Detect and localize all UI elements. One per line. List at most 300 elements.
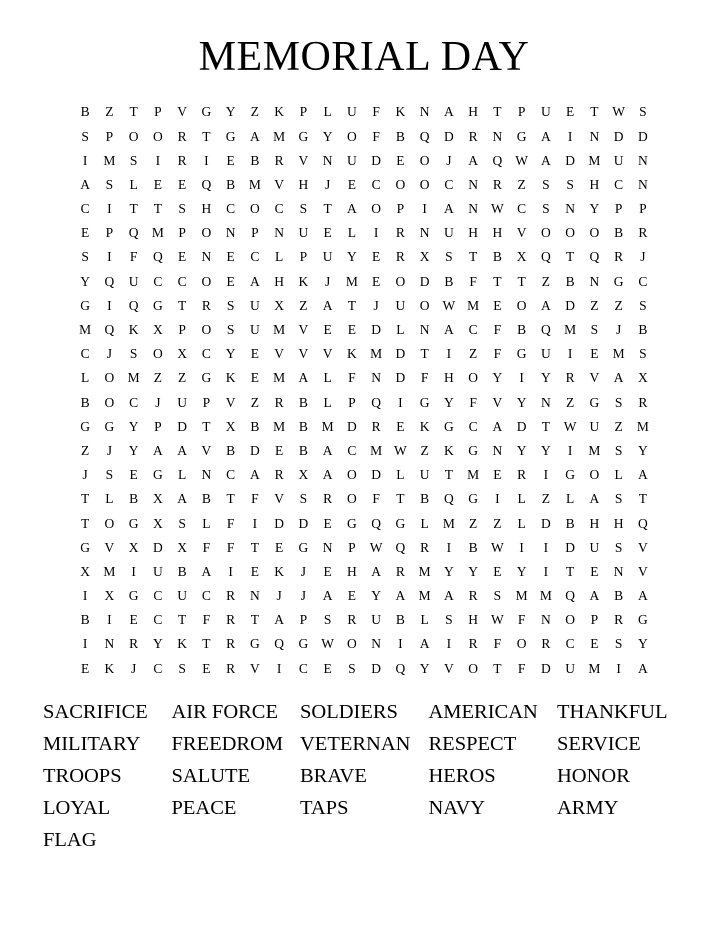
grid-letter[interactable]: O (468, 370, 478, 386)
grid-letter[interactable]: E (202, 660, 211, 676)
grid-letter[interactable]: V (638, 539, 648, 555)
grid-letter[interactable]: N (613, 563, 624, 579)
grid-letter[interactable]: S (105, 176, 114, 192)
grid-letter[interactable]: D (274, 515, 284, 531)
grid-letter[interactable]: N (419, 225, 430, 241)
grid-letter[interactable]: Y (638, 636, 648, 652)
grid-letter[interactable]: W (321, 636, 334, 652)
grid-letter[interactable]: V (322, 346, 333, 362)
grid-letter[interactable]: G (80, 418, 90, 434)
grid-letter[interactable]: R (614, 612, 624, 628)
grid-letter[interactable]: N (589, 128, 600, 144)
grid-letter[interactable]: U (541, 346, 551, 362)
grid-letter[interactable]: P (348, 394, 356, 410)
grid-letter[interactable]: I (567, 128, 573, 144)
grid-letter[interactable]: B (226, 176, 236, 192)
grid-letter[interactable]: I (543, 467, 549, 483)
grid-letter[interactable]: S (614, 394, 623, 410)
grid-letter[interactable]: Z (590, 297, 599, 313)
grid-letter[interactable]: I (543, 539, 549, 555)
grid-letter[interactable]: A (638, 588, 648, 604)
grid-letter[interactable]: L (275, 249, 284, 265)
grid-letter[interactable]: X (177, 539, 187, 555)
grid-letter[interactable]: F (517, 612, 526, 628)
grid-letter[interactable]: O (371, 201, 381, 217)
grid-letter[interactable]: I (204, 152, 209, 168)
grid-letter[interactable]: H (274, 273, 284, 289)
grid-letter[interactable]: M (564, 322, 577, 338)
grid-letter[interactable]: L (396, 467, 405, 483)
grid-letter[interactable]: Y (225, 104, 236, 120)
grid-letter[interactable]: S (348, 660, 356, 676)
grid-letter[interactable]: P (299, 104, 308, 120)
grid-letter[interactable]: F (372, 491, 380, 507)
grid-letter[interactable]: A (541, 297, 551, 313)
grid-letter[interactable]: F (348, 370, 356, 386)
grid-letter[interactable]: V (298, 346, 309, 362)
grid-letter[interactable]: D (565, 539, 575, 555)
grid-letter[interactable]: G (250, 636, 260, 652)
grid-letter[interactable]: O (516, 636, 527, 652)
grid-letter[interactable]: I (519, 370, 524, 386)
grid-letter[interactable]: C (201, 346, 211, 362)
grid-letter[interactable]: E (493, 297, 502, 313)
grid-letter[interactable]: X (128, 539, 139, 555)
grid-letter[interactable]: O (589, 467, 600, 483)
grid-letter[interactable]: J (106, 442, 112, 458)
grid-letter[interactable]: A (444, 201, 454, 217)
grid-letter[interactable]: N (541, 612, 551, 628)
grid-letter[interactable]: C (129, 394, 139, 410)
grid-letter[interactable]: Z (153, 370, 162, 386)
grid-letter[interactable]: P (178, 322, 186, 338)
grid-letter[interactable]: X (225, 418, 236, 434)
grid-letter[interactable]: R (614, 249, 624, 265)
grid-letter[interactable]: F (202, 539, 211, 555)
grid-letter[interactable]: C (371, 176, 381, 192)
grid-letter[interactable]: C (468, 418, 478, 434)
grid-letter[interactable]: P (251, 225, 259, 241)
grid-letter[interactable]: I (131, 563, 136, 579)
grid-letter[interactable]: M (515, 588, 528, 604)
grid-letter[interactable]: Z (469, 346, 478, 362)
grid-letter[interactable]: S (299, 201, 308, 217)
grid-letter[interactable]: Q (492, 152, 503, 168)
grid-letter[interactable]: M (127, 370, 140, 386)
grid-letter[interactable]: U (613, 152, 624, 168)
grid-letter[interactable]: V (250, 660, 260, 676)
grid-letter[interactable]: T (202, 636, 211, 652)
grid-letter[interactable]: F (469, 273, 477, 289)
grid-letter[interactable]: O (516, 297, 527, 313)
grid-letter[interactable]: P (299, 612, 308, 628)
grid-letter[interactable]: E (590, 346, 599, 362)
grid-letter[interactable]: Y (541, 370, 551, 386)
grid-letter[interactable]: T (153, 201, 162, 217)
grid-letter[interactable]: E (250, 346, 259, 362)
grid-letter[interactable]: V (201, 442, 212, 458)
grid-letter[interactable]: H (468, 612, 478, 628)
grid-letter[interactable]: M (321, 418, 334, 434)
grid-letter[interactable]: S (226, 322, 235, 338)
grid-letter[interactable]: G (104, 418, 115, 434)
grid-letter[interactable]: S (614, 539, 623, 555)
grid-letter[interactable]: Y (322, 128, 333, 144)
grid-letter[interactable]: T (541, 418, 550, 434)
grid-letter[interactable]: R (177, 128, 187, 144)
grid-letter[interactable]: P (348, 539, 356, 555)
grid-letter[interactable]: R (274, 152, 284, 168)
grid-letter[interactable]: J (373, 297, 379, 313)
grid-letter[interactable]: B (298, 442, 308, 458)
grid-letter[interactable]: R (201, 297, 211, 313)
grid-letter[interactable]: O (250, 201, 260, 217)
grid-letter[interactable]: O (347, 467, 357, 483)
grid-letter[interactable]: U (128, 273, 139, 289)
grid-letter[interactable]: T (493, 660, 502, 676)
grid-letter[interactable]: T (444, 467, 453, 483)
grid-letter[interactable]: L (178, 467, 187, 483)
grid-letter[interactable]: Y (541, 442, 551, 458)
grid-letter[interactable]: I (567, 346, 573, 362)
grid-letter[interactable]: I (82, 636, 88, 652)
grid-letter[interactable]: Y (468, 563, 478, 579)
grid-letter[interactable]: J (615, 322, 622, 338)
grid-letter[interactable]: T (517, 273, 526, 289)
grid-letter[interactable]: F (129, 249, 138, 265)
grid-letter[interactable]: E (372, 273, 381, 289)
grid-letter[interactable]: H (444, 370, 454, 386)
grid-letter[interactable]: R (323, 491, 333, 507)
grid-letter[interactable]: H (613, 515, 624, 531)
grid-letter[interactable]: N (104, 636, 115, 652)
grid-letter[interactable]: M (370, 346, 383, 362)
grid-letter[interactable]: G (128, 515, 139, 531)
grid-letter[interactable]: N (492, 128, 503, 144)
grid-letter[interactable]: C (614, 176, 624, 192)
grid-letter[interactable]: G (298, 636, 309, 652)
grid-letter[interactable]: R (274, 467, 284, 483)
grid-letter[interactable]: C (638, 273, 648, 289)
grid-letter[interactable]: N (371, 636, 381, 652)
grid-letter[interactable]: O (153, 128, 163, 144)
grid-letter[interactable]: C (177, 273, 187, 289)
grid-letter[interactable]: I (107, 612, 112, 628)
grid-letter[interactable]: F (493, 636, 502, 652)
grid-letter[interactable]: K (274, 563, 284, 579)
grid-letter[interactable]: Y (516, 442, 527, 458)
grid-letter[interactable]: L (614, 467, 623, 483)
grid-letter[interactable]: D (177, 418, 187, 434)
grid-letter[interactable]: N (468, 201, 478, 217)
grid-letter[interactable]: P (105, 128, 114, 144)
grid-letter[interactable]: L (105, 491, 114, 507)
grid-letter[interactable]: R (226, 660, 236, 676)
grid-letter[interactable]: Y (444, 563, 454, 579)
grid-letter[interactable]: H (492, 225, 503, 241)
grid-letter[interactable]: S (299, 491, 308, 507)
grid-letter[interactable]: U (395, 297, 406, 313)
grid-letter[interactable]: T (178, 612, 187, 628)
grid-letter[interactable]: T (396, 491, 405, 507)
grid-letter[interactable]: H (468, 225, 478, 241)
grid-letter[interactable]: I (373, 225, 379, 241)
grid-letter[interactable]: H (201, 201, 212, 217)
grid-letter[interactable]: O (153, 346, 163, 362)
grid-letter[interactable]: D (565, 297, 575, 313)
grid-letter[interactable]: O (201, 322, 212, 338)
grid-letter[interactable]: R (177, 152, 187, 168)
grid-letter[interactable]: K (444, 442, 454, 458)
grid-letter[interactable]: B (565, 515, 575, 531)
grid-letter[interactable]: V (444, 660, 454, 676)
grid-letter[interactable]: N (468, 176, 478, 192)
grid-letter[interactable]: A (638, 467, 648, 483)
grid-letter[interactable]: J (276, 588, 282, 604)
grid-letter[interactable]: T (81, 491, 90, 507)
grid-letter[interactable]: E (590, 563, 599, 579)
grid-letter[interactable]: T (347, 297, 356, 313)
grid-letter[interactable]: G (128, 588, 139, 604)
grid-letter[interactable]: Z (541, 273, 550, 289)
grid-letter[interactable]: C (153, 612, 163, 628)
grid-letter[interactable]: J (300, 588, 306, 604)
grid-letter[interactable]: B (638, 322, 648, 338)
grid-letter[interactable]: I (446, 346, 452, 362)
grid-letter[interactable]: Y (128, 442, 139, 458)
grid-letter[interactable]: O (419, 297, 430, 313)
grid-letter[interactable]: E (81, 660, 90, 676)
grid-letter[interactable]: B (614, 225, 624, 241)
grid-letter[interactable]: Z (517, 176, 526, 192)
grid-letter[interactable]: P (154, 104, 162, 120)
grid-letter[interactable]: E (347, 588, 356, 604)
grid-letter[interactable]: U (371, 612, 381, 628)
grid-letter[interactable]: R (468, 636, 478, 652)
grid-letter[interactable]: R (226, 612, 236, 628)
grid-letter[interactable]: N (492, 442, 503, 458)
grid-letter[interactable]: X (80, 563, 90, 579)
grid-letter[interactable]: C (347, 442, 357, 458)
grid-letter[interactable]: R (565, 370, 575, 386)
grid-letter[interactable]: G (444, 418, 454, 434)
grid-letter[interactable]: E (396, 418, 405, 434)
grid-letter[interactable]: E (275, 442, 284, 458)
grid-letter[interactable]: A (468, 152, 478, 168)
grid-letter[interactable]: A (613, 370, 624, 386)
grid-letter[interactable]: P (639, 201, 647, 217)
grid-letter[interactable]: W (442, 297, 456, 313)
grid-letter[interactable]: S (226, 297, 235, 313)
grid-letter[interactable]: L (81, 370, 90, 386)
grid-letter[interactable]: T (566, 249, 575, 265)
grid-letter[interactable]: D (250, 442, 260, 458)
grid-letter[interactable]: G (153, 297, 163, 313)
grid-letter[interactable]: Z (566, 394, 575, 410)
grid-letter[interactable]: Q (371, 515, 381, 531)
grid-letter[interactable]: M (442, 515, 455, 531)
grid-letter[interactable]: P (517, 104, 526, 120)
grid-letter[interactable]: I (155, 152, 161, 168)
grid-letter[interactable]: K (225, 370, 236, 386)
grid-letter[interactable]: B (80, 104, 90, 120)
grid-letter[interactable]: J (640, 249, 646, 265)
grid-letter[interactable]: H (589, 176, 600, 192)
grid-letter[interactable]: A (444, 588, 454, 604)
grid-letter[interactable]: Z (250, 104, 259, 120)
grid-letter[interactable]: G (638, 612, 648, 628)
grid-letter[interactable]: R (371, 418, 381, 434)
grid-letter[interactable]: E (372, 249, 381, 265)
grid-letter[interactable]: J (324, 273, 331, 289)
grid-letter[interactable]: L (129, 176, 138, 192)
grid-letter[interactable]: I (228, 563, 233, 579)
grid-letter[interactable]: V (274, 346, 284, 362)
grid-letter[interactable]: J (446, 152, 452, 168)
grid-letter[interactable]: F (493, 346, 502, 362)
grid-letter[interactable]: E (493, 467, 502, 483)
grid-letter[interactable]: S (566, 176, 574, 192)
grid-letter[interactable]: J (324, 176, 331, 192)
grid-letter[interactable]: S (614, 442, 623, 458)
grid-letter[interactable]: L (420, 515, 429, 531)
grid-letter[interactable]: N (225, 225, 236, 241)
grid-letter[interactable]: I (446, 636, 452, 652)
grid-letter[interactable]: D (419, 273, 430, 289)
grid-letter[interactable]: R (395, 563, 405, 579)
grid-letter[interactable]: N (274, 225, 284, 241)
grid-letter[interactable]: E (129, 467, 138, 483)
grid-letter[interactable]: A (80, 176, 90, 192)
grid-letter[interactable]: J (130, 660, 137, 676)
grid-letter[interactable]: V (298, 322, 309, 338)
grid-letter[interactable]: R (226, 588, 236, 604)
grid-letter[interactable]: X (177, 346, 187, 362)
grid-letter[interactable]: U (347, 152, 357, 168)
grid-letter[interactable]: E (396, 152, 405, 168)
grid-letter[interactable]: B (250, 152, 260, 168)
grid-letter[interactable]: L (323, 104, 332, 120)
grid-letter[interactable]: N (371, 370, 381, 386)
grid-letter[interactable]: U (589, 418, 600, 434)
grid-letter[interactable]: C (153, 588, 163, 604)
grid-letter[interactable]: Q (274, 636, 284, 652)
grid-letter[interactable]: D (516, 418, 527, 434)
grid-letter[interactable]: S (323, 612, 332, 628)
grid-letter[interactable]: U (419, 467, 430, 483)
grid-letter[interactable]: Z (614, 418, 623, 434)
grid-letter[interactable]: P (178, 225, 186, 241)
grid-letter[interactable]: H (468, 104, 478, 120)
grid-letter[interactable]: Z (81, 442, 90, 458)
grid-letter[interactable]: O (541, 225, 551, 241)
grid-letter[interactable]: B (250, 418, 260, 434)
grid-letter[interactable]: W (491, 612, 504, 628)
grid-letter[interactable]: U (177, 588, 187, 604)
grid-letter[interactable]: N (201, 467, 212, 483)
grid-letter[interactable]: Y (492, 370, 503, 386)
grid-letter[interactable]: D (347, 418, 357, 434)
grid-letter[interactable]: T (226, 491, 235, 507)
grid-letter[interactable]: Q (541, 249, 551, 265)
grid-letter[interactable]: O (565, 612, 575, 628)
grid-letter[interactable]: G (468, 442, 478, 458)
grid-letter[interactable]: G (225, 128, 236, 144)
grid-letter[interactable]: Y (638, 442, 648, 458)
grid-letter[interactable]: Y (516, 394, 527, 410)
grid-letter[interactable]: R (468, 128, 478, 144)
grid-letter[interactable]: M (103, 563, 116, 579)
grid-letter[interactable]: T (202, 128, 211, 144)
grid-letter[interactable]: Q (104, 273, 115, 289)
grid-letter[interactable]: D (444, 128, 454, 144)
grid-letter[interactable]: T (590, 104, 599, 120)
grid-letter[interactable]: Q (371, 394, 381, 410)
grid-letter[interactable]: R (517, 467, 527, 483)
grid-letter[interactable]: P (299, 249, 308, 265)
grid-letter[interactable]: O (104, 394, 115, 410)
grid-letter[interactable]: Y (128, 418, 139, 434)
grid-letter[interactable]: B (226, 442, 236, 458)
grid-letter[interactable]: R (492, 176, 502, 192)
grid-letter[interactable]: T (469, 249, 478, 265)
grid-letter[interactable]: S (178, 515, 186, 531)
grid-letter[interactable]: V (589, 370, 600, 386)
grid-letter[interactable]: B (420, 491, 430, 507)
grid-letter[interactable]: K (104, 660, 115, 676)
grid-letter[interactable]: B (177, 563, 187, 579)
grid-letter[interactable]: N (565, 201, 575, 217)
grid-letter[interactable]: N (322, 539, 333, 555)
grid-letter[interactable]: F (251, 491, 259, 507)
grid-letter[interactable]: C (298, 660, 308, 676)
grid-letter[interactable]: M (79, 322, 92, 338)
grid-letter[interactable]: A (444, 104, 454, 120)
grid-letter[interactable]: M (345, 273, 358, 289)
grid-letter[interactable]: K (177, 636, 187, 652)
grid-letter[interactable]: F (202, 612, 211, 628)
grid-letter[interactable]: T (250, 612, 259, 628)
grid-letter[interactable]: N (419, 322, 430, 338)
grid-letter[interactable]: T (129, 201, 138, 217)
grid-letter[interactable]: G (201, 104, 212, 120)
grid-letter[interactable]: D (541, 660, 551, 676)
grid-letter[interactable]: Q (638, 515, 648, 531)
grid-letter[interactable]: T (202, 418, 211, 434)
grid-letter[interactable]: T (250, 539, 259, 555)
grid-letter[interactable]: L (396, 322, 405, 338)
grid-letter[interactable]: W (491, 539, 504, 555)
grid-letter[interactable]: D (541, 515, 551, 531)
grid-letter[interactable]: I (276, 660, 282, 676)
grid-letter[interactable]: D (371, 152, 381, 168)
grid-letter[interactable]: L (347, 225, 356, 241)
grid-letter[interactable]: Z (178, 370, 187, 386)
grid-letter[interactable]: O (419, 176, 430, 192)
grid-letter[interactable]: P (202, 394, 211, 410)
grid-letter[interactable]: R (420, 539, 430, 555)
grid-letter[interactable]: Q (201, 176, 212, 192)
grid-letter[interactable]: M (248, 176, 261, 192)
grid-letter[interactable]: K (274, 104, 284, 120)
grid-letter[interactable]: N (541, 394, 551, 410)
grid-letter[interactable]: I (543, 563, 549, 579)
grid-letter[interactable]: S (639, 104, 647, 120)
grid-letter[interactable]: M (273, 322, 286, 338)
grid-letter[interactable]: R (129, 636, 139, 652)
grid-letter[interactable]: A (589, 588, 600, 604)
grid-letter[interactable]: O (104, 370, 115, 386)
